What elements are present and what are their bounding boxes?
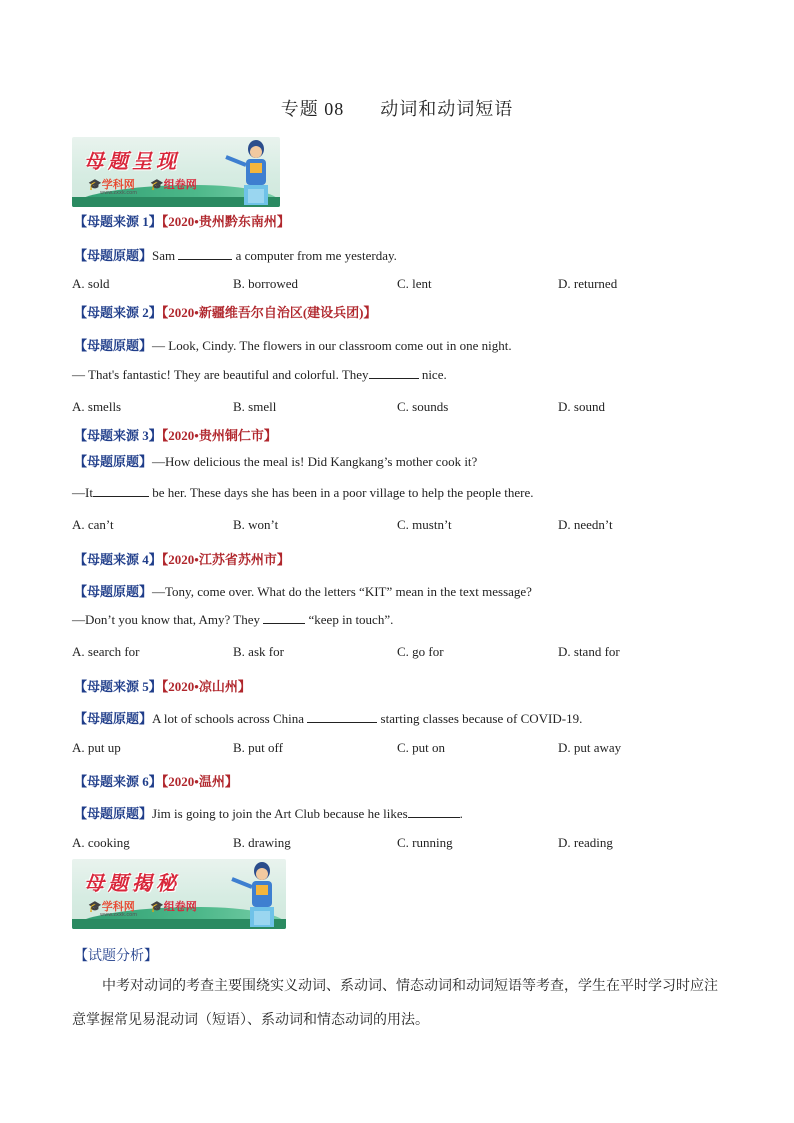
- question-source: 【母题来源 3】【2020•贵州铜仁市】: [74, 428, 277, 443]
- question-source: 【母题来源 2】【2020•新疆维吾尔自治区(建设兵团)】: [74, 305, 377, 320]
- analysis-line-1: 中考对动词的考查主要围绕实义动词、系动词、情态动词和动词短语等考查，学生在平时学习时应注: [102, 978, 718, 994]
- option-c: C. go for: [397, 644, 444, 659]
- xkw-logo: 🎓学科网: [88, 178, 135, 191]
- zjw-logo: 🎓组卷网: [150, 900, 197, 913]
- option-a: A. put up: [72, 740, 121, 755]
- option-b: B. drawing: [233, 835, 291, 850]
- teacher-illustration-icon: [222, 139, 278, 205]
- title-number: 专题 08: [280, 99, 345, 119]
- option-d: D. put away: [558, 740, 622, 755]
- option-d: D. sound: [558, 399, 605, 414]
- option-a: A. can’t: [72, 517, 114, 532]
- question-stem: 【母题原题】—Tony, come over. What do the letters “KIT” mean in the text message?: [74, 584, 532, 599]
- option-d: D. reading: [558, 835, 613, 850]
- answer-blank: [263, 612, 305, 624]
- xkw-logo: 🎓学科网: [88, 900, 135, 913]
- answer-blank: [369, 367, 419, 379]
- banner-mother-question: 母题呈现 🎓学科网 🎓组卷网 www.zxxk.com: [72, 137, 280, 207]
- option-c: C. mustn’t: [397, 517, 452, 532]
- question-stem: —Don’t you know that, Amy? They “keep in touch”.: [72, 612, 394, 627]
- option-b: B. won’t: [233, 517, 279, 532]
- question-source: 【母题来源 6】【2020•温州】: [74, 774, 238, 789]
- option-a: A. cooking: [72, 835, 130, 850]
- question-stem: 【母题原题】Jim is going to join the Art Club because he likes .: [74, 806, 463, 821]
- question-stem: —It be her. These days she has been in a poor village to help the people there.: [72, 485, 534, 500]
- banner-mother-question-revealed: 母题揭秘 🎓学科网 🎓组卷网 www.zxxk.com: [72, 859, 286, 929]
- answer-blank: [93, 485, 149, 497]
- question-stem: 【母题原题】Sam a computer from me yesterday.: [74, 248, 397, 263]
- option-c: C. running: [397, 835, 453, 850]
- option-b: B. borrowed: [233, 276, 298, 291]
- page-title: [0, 95, 794, 121]
- answer-blank: [178, 248, 232, 260]
- zjw-logo: 🎓组卷网: [150, 178, 197, 191]
- option-c: C. put on: [397, 740, 446, 755]
- answer-blank: [307, 711, 377, 723]
- question-source: 【母题来源 1】【2020•贵州黔东南州】: [74, 214, 290, 229]
- question-source: 【母题来源 5】【2020•凉山州】: [74, 679, 251, 694]
- teacher-illustration-icon: [228, 861, 284, 927]
- answer-blank: [408, 806, 460, 818]
- question-stem: 【母题原题】A lot of schools across China starting classes because of COVID-19.: [74, 711, 583, 726]
- analysis-line-2: 意掌握常见易混动词（短语）、系动词和情态动词的用法。: [72, 1012, 429, 1028]
- option-c: C. lent: [397, 276, 432, 291]
- option-d: D. needn’t: [558, 517, 613, 532]
- option-d: D. returned: [558, 276, 618, 291]
- question-stem: — That's fantastic! They are beautiful and colorful. They nice.: [72, 367, 447, 382]
- title-topic: 动词和动词短语: [380, 99, 514, 119]
- option-b: B. put off: [233, 740, 283, 755]
- option-d: D. stand for: [558, 644, 620, 659]
- banner-title: 母题呈现: [84, 149, 180, 173]
- option-a: A. sold: [72, 276, 110, 291]
- question-stem: 【母题原题】—How delicious the meal is! Did Kangkang’s mother cook it?: [74, 454, 478, 469]
- option-a: A. search for: [72, 644, 140, 659]
- option-c: C. sounds: [397, 399, 449, 414]
- option-a: A. smells: [72, 399, 122, 414]
- analysis-label: 【试题分析】: [74, 948, 158, 964]
- option-b: B. smell: [233, 399, 277, 414]
- question-stem: 【母题原题】— Look, Cindy. The flowers in our classroom come out in one night.: [74, 338, 512, 353]
- question-source: 【母题来源 4】【2020•江苏省苏州市】: [74, 552, 290, 567]
- option-b: B. ask for: [233, 644, 284, 659]
- banner-title: 母题揭秘: [84, 871, 180, 895]
